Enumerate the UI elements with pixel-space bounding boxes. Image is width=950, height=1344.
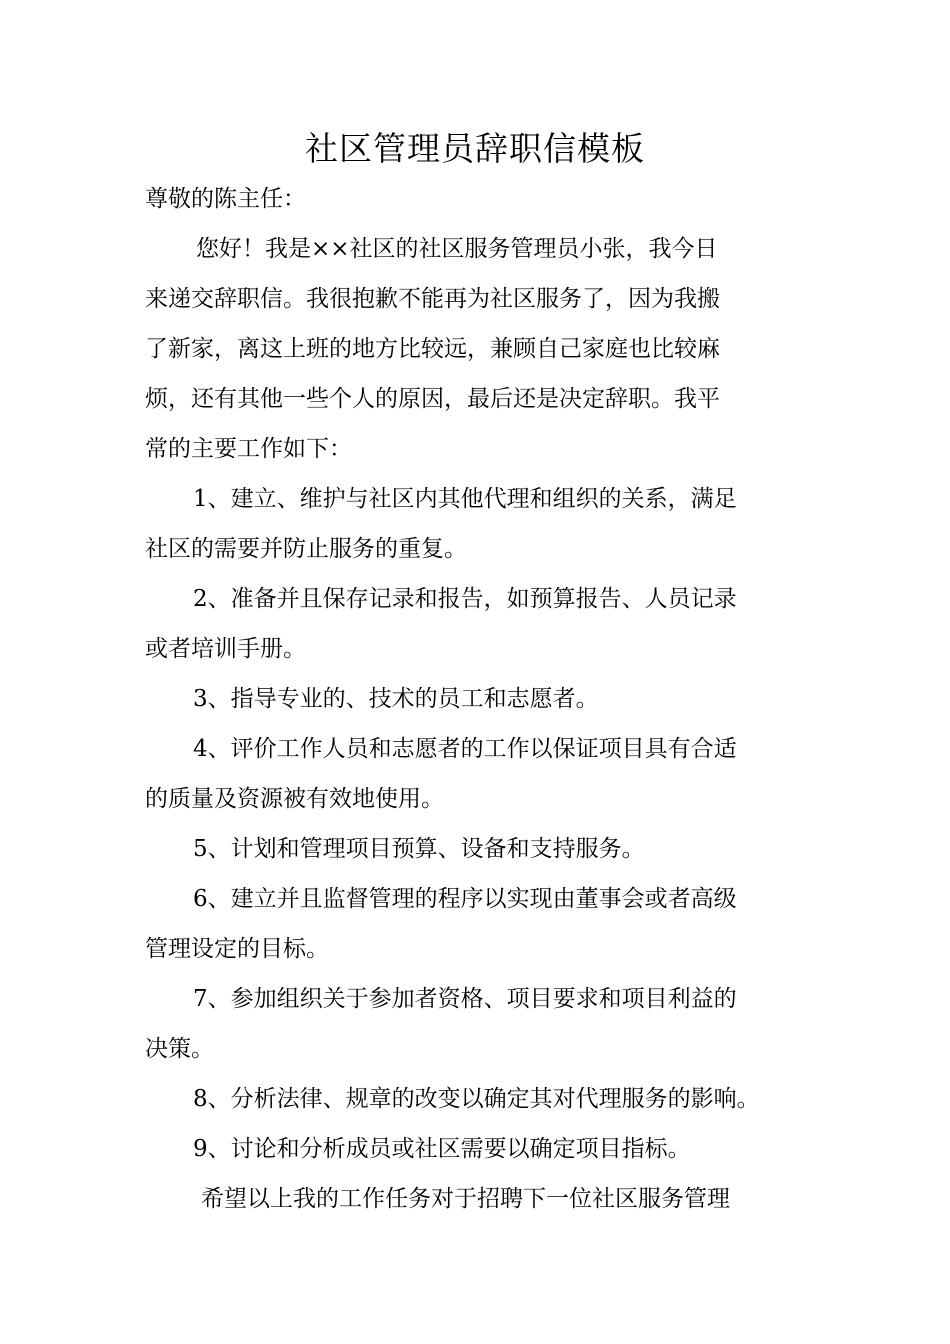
- list-item-line: 2、准备并且保存记录和报告，如预算报告、人员记录: [193, 586, 737, 612]
- paragraph-line: 了新家，离这上班的地方比较远，兼顾自己家庭也比较麻: [145, 336, 720, 362]
- paragraph-line: 烦，还有其他一些个人的原因，最后还是决定辞职。我平: [145, 386, 720, 412]
- list-item-line: 8、分析法律、规章的改变以确定其对代理服务的影响。: [193, 1086, 760, 1112]
- salutation: 尊敬的陈主任：: [145, 186, 306, 212]
- list-item-line: 7、参加组织关于参加者资格、项目要求和项目利益的: [193, 986, 737, 1012]
- list-item-line: 管理设定的目标。: [145, 936, 329, 962]
- paragraph-line: 常的主要工作如下：: [145, 436, 352, 462]
- list-item-line: 5、计划和管理项目预算、设备和支持服务。: [193, 836, 645, 862]
- list-item-line: 4、评价工作人员和志愿者的工作以保证项目具有合适: [193, 736, 737, 762]
- document-title: 社区管理员辞职信模板: [305, 129, 645, 168]
- paragraph-line: 希望以上我的工作任务对于招聘下一位社区服务管理: [201, 1186, 730, 1212]
- list-item-line: 的质量及资源被有效地使用。: [145, 786, 444, 812]
- list-item-line: 9、讨论和分析成员或社区需要以确定项目指标。: [193, 1136, 691, 1162]
- list-item-line: 6、建立并且监督管理的程序以实现由董事会或者高级: [193, 886, 737, 912]
- list-item-line: 3、指导专业的、技术的员工和志愿者。: [193, 686, 599, 712]
- list-item-line: 社区的需要并防止服务的重复。: [145, 536, 467, 562]
- list-item-line: 1、建立、维护与社区内其他代理和组织的关系，满足: [193, 486, 737, 512]
- list-item-line: 决策。: [145, 1036, 214, 1062]
- paragraph-line: 您好！我是××社区的社区服务管理员小张，我今日: [196, 236, 718, 262]
- list-item-line: 或者培训手册。: [145, 636, 306, 662]
- paragraph-line: 来递交辞职信。我很抱歉不能再为社区服务了，因为我搬: [145, 286, 720, 312]
